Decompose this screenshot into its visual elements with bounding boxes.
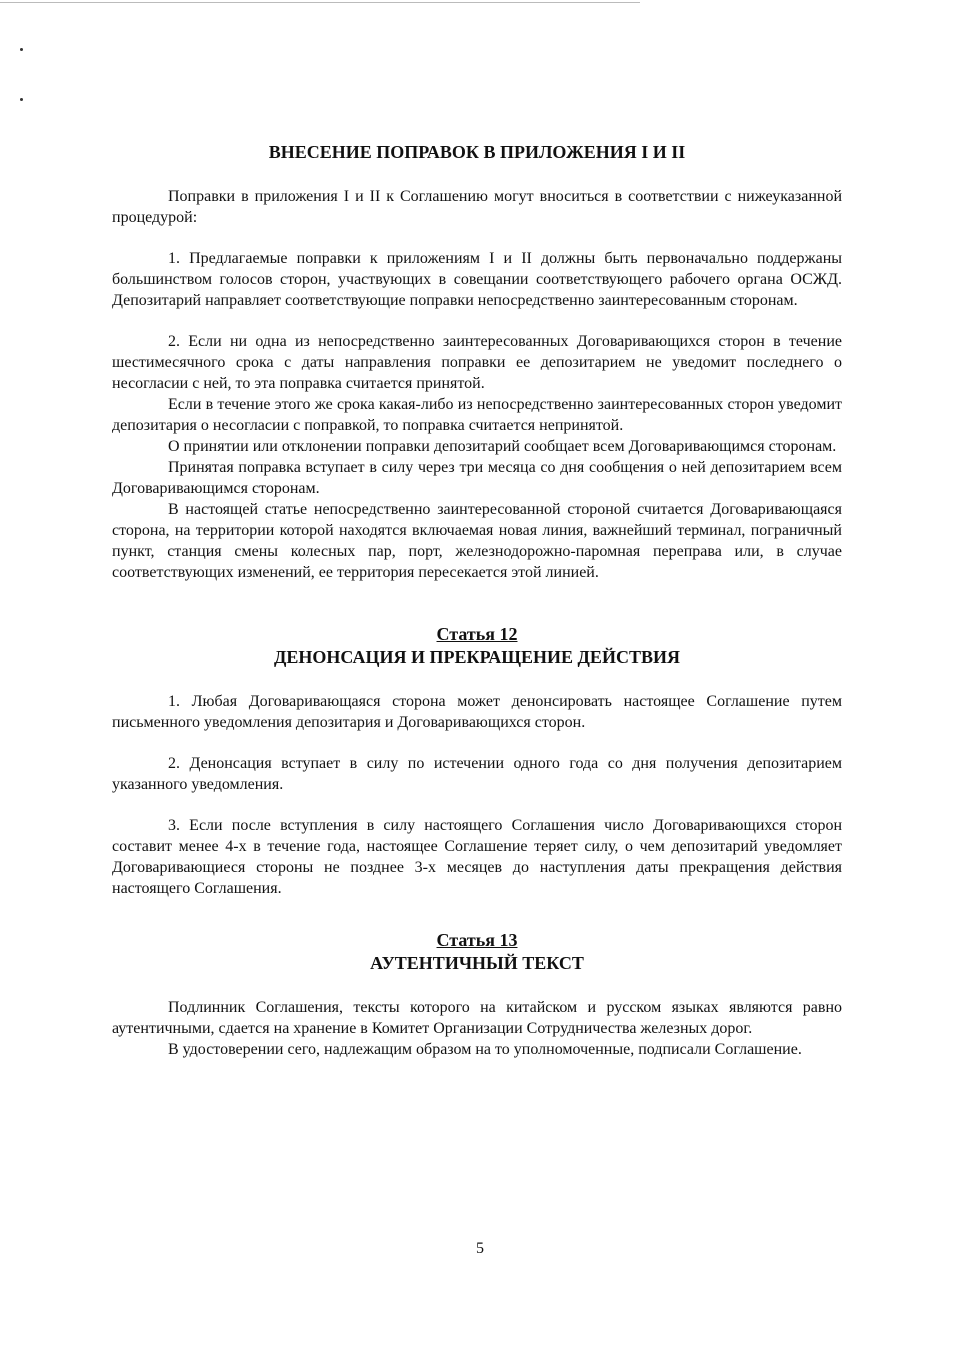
article-12-paragraph-3: 3. Если после вступления в силу настоящего Соглашения число Договаривающихся сторон составит менее 4-х в течение года, настоящее Соглашение теряет силу, о чем депозитарий уведомляет Договаривающиеся стороны не позднее 3-х месяцев до наступления даты прекращения действия настоящего Соглашения. bbox=[112, 817, 842, 897]
article-12-number: Статья 12 bbox=[436, 624, 518, 644]
section-heading: ВНЕСЕНИЕ ПОПРАВОК В ПРИЛОЖЕНИЯ I И II bbox=[268, 142, 686, 162]
scan-artifact-dot bbox=[20, 48, 23, 51]
article-12-paragraph-2: 2. Денонсация вступает в силу по истечении одного года со дня получения депозитарием указанного уведомления. bbox=[112, 755, 842, 793]
page-number: 5 bbox=[476, 1240, 484, 1257]
article-13-paragraph-1: Подлинник Соглашения, тексты которого на китайском и русском языках являются равно аутентичными, сдается на хранение в Комитет Организации Сотрудничества железных дорог. bbox=[112, 999, 842, 1037]
intro-paragraph: Поправки в приложения I и II к Соглашению могут вноситься в соответствии с нижеуказанной процедурой: bbox=[112, 188, 842, 226]
article-12-title: ДЕНОНСАЦИЯ И ПРЕКРАЩЕНИЕ ДЕЙСТВИЯ bbox=[274, 647, 680, 667]
article-12-paragraph-1: 1. Любая Договаривающаяся сторона может денонсировать настоящее Соглашение путем письменного уведомления депозитария и Договаривающихся сторон. bbox=[112, 693, 842, 731]
article-13-paragraph-2: В удостоверении сего, надлежащим образом на то уполномоченные, подписали Соглашение. bbox=[168, 1041, 802, 1058]
amendment-paragraph-6: В настоящей статье непосредственно заинтересованной стороной считается Договаривающаяся сторона, на территории которой находятся включаемая новая линия, важнейший терминал, пограничный пункт, станция смены колесных пар, порт, железнодорожно-паромная переправа или, в случае соответствующих изменений, ее территория пересекается этой линией. bbox=[112, 501, 842, 581]
amendment-paragraph-2: 2. Если ни одна из непосредственно заинтересованных Договаривающихся сторон в течение шестимесячного срока с даты направления поправки ее депозитарием не уведомит последнего о несогласии с ней, то эта поправка считается принятой. bbox=[112, 333, 842, 392]
article-13-number: Статья 13 bbox=[436, 930, 518, 950]
amendment-paragraph-4: О принятии или отклонении поправки депозитарий сообщает всем Договаривающимся сторонам. bbox=[168, 438, 837, 455]
amendment-paragraph-1: 1. Предлагаемые поправки к приложениям I и II должны быть первоначально поддержаны большинством голосов сторон, участвующих в совещании соответствующего рабочего органа ОСЖД. Депозитарий направляет соответствующие поправки непосредственно заинтересованным сторонам. bbox=[112, 250, 842, 309]
scan-artifact-dot bbox=[20, 98, 23, 101]
amendment-paragraph-3: Если в течение этого же срока какая-либо из непосредственно заинтересованных сторон уведомит депозитария о несогласии с поправкой, то поправка считается непринятой. bbox=[112, 396, 842, 434]
document-body bbox=[112, 140, 842, 1060]
amendment-paragraph-5: Принятая поправка вступает в силу через три месяца со дня сообщения о ней депозитарием всем Договаривающимся сторонам. bbox=[112, 459, 842, 497]
article-13-title: АУТЕНТИЧНЫЙ ТЕКСТ bbox=[370, 953, 584, 973]
scan-artifact-line bbox=[0, 2, 640, 3]
